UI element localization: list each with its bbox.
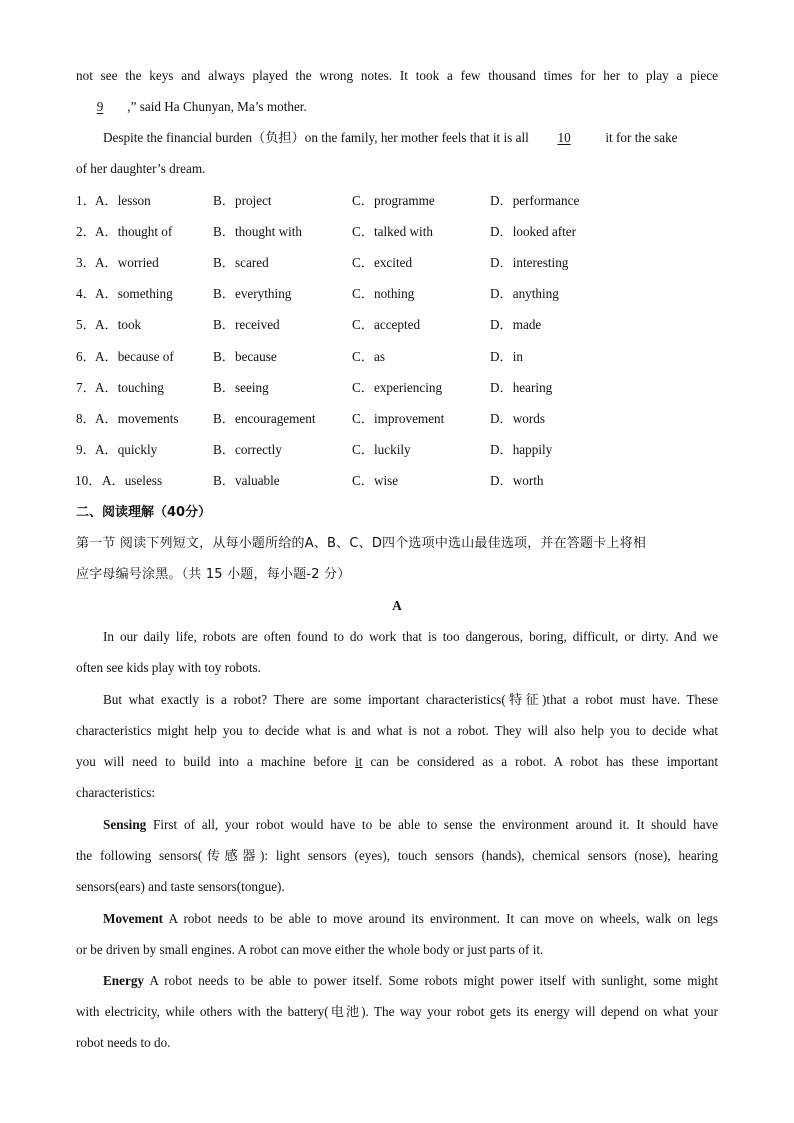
option-a: A．quickly (95, 442, 158, 457)
question-number: 8． (76, 411, 96, 426)
option-d: D．interesting (490, 255, 569, 270)
question-options-row (76, 410, 718, 428)
underlined-word: it (355, 754, 363, 769)
passage-line: often see kids play with toy robots. (76, 660, 261, 675)
passage-line: characteristics might help you to decide what is and what is not a robot. They will also help you to decide what (76, 723, 718, 738)
passage-line (76, 816, 718, 834)
option-b: B．valuable (213, 473, 280, 488)
passage-text: First of all, your robot would have to be able to sense the environment around it. It should have (153, 817, 719, 832)
option-d: D．happily (490, 442, 553, 457)
passage-line: of her daughter’s dream. (76, 161, 206, 176)
option-b: B．everything (213, 286, 292, 301)
passage-text: Despite the financial burden（负担）on the family, her mother feels that it is all (103, 130, 529, 145)
passage-line (76, 972, 718, 990)
option-b: B．correctly (213, 442, 282, 457)
option-b: B．encouragement (213, 411, 316, 426)
passage-line: with electricity, while others with the battery(电池). The way your robot gets its energy will depend on what your (76, 1004, 718, 1019)
question-options-row (76, 192, 718, 210)
option-b: B．scared (213, 255, 269, 270)
option-b: B．because (213, 349, 277, 364)
option-d: D．worth (490, 473, 544, 488)
option-a: A．lesson (95, 193, 151, 208)
question-number: 9． (76, 442, 96, 457)
passage-line (76, 129, 718, 147)
option-d: D．words (490, 411, 545, 426)
subheading-movement: Movement (103, 911, 164, 926)
question-options-row (76, 379, 718, 397)
passage-line: the following sensors(传感器): light sensors (eyes), touch sensors (hands), chemical sensors (nose), hearing (76, 848, 718, 863)
question-number: 3． (76, 255, 96, 270)
section-instructions: 应字母编号涂黑。（共 15 小题，每小题-2 分） (76, 567, 351, 582)
passage-line (76, 910, 718, 928)
subheading-sensing: Sensing (103, 817, 147, 832)
passage-line: sensors(ears) and taste sensors(tongue). (76, 879, 285, 894)
option-a: A．touching (95, 380, 164, 395)
question-number: 7． (76, 380, 96, 395)
passage-text: ,” said Ha Chunyan, Ma’s mother. (127, 99, 307, 114)
option-c: C．improvement (352, 411, 445, 426)
passage-line: or be driven by small engines. A robot can move either the whole body or just parts of it. (76, 942, 544, 957)
question-options-row (76, 348, 718, 366)
option-c: C．excited (352, 255, 413, 270)
option-b: B．thought with (213, 224, 303, 239)
question-options-row (76, 441, 718, 459)
question-options-row (76, 223, 718, 241)
passage-line: But what exactly is a robot? There are some important characteristics(特征)that a robot must have. These (103, 692, 718, 707)
passage-line: In our daily life, robots are often found to do work that is too dangerous, boring, difficult, or dirty. And we (103, 629, 718, 644)
passage-line (76, 98, 718, 116)
option-b: B．project (213, 193, 272, 208)
option-c: C．luckily (352, 442, 411, 457)
option-d: D．in (490, 349, 523, 364)
question-number: 10． (75, 473, 102, 488)
passage-label: A (392, 598, 402, 613)
option-c: C．talked with (352, 224, 433, 239)
subheading-energy: Energy (103, 973, 145, 988)
option-d: D．hearing (490, 380, 553, 395)
option-c: C．as (352, 349, 385, 364)
question-options-row (76, 285, 718, 303)
option-a: A．worried (95, 255, 159, 270)
option-a: A．useless (102, 473, 163, 488)
question-number: 5． (76, 317, 96, 332)
question-number: 6． (76, 349, 96, 364)
section-heading: 二、阅读理解（40分） (76, 505, 212, 520)
passage-line: characteristics: (76, 785, 156, 800)
answer-blank-9: 9 (96, 99, 104, 114)
passage-line: not see the keys and always played the wrong notes. It took a few thousand times for her to play a piece (76, 68, 718, 83)
passage-text: A robot needs to be able to move around its environment. It can move on wheels, walk on legs (168, 911, 718, 926)
answer-blank-10: 10 (557, 130, 571, 145)
passage-text: A robot needs to be able to power itself. Some robots might power itself with sunlight, some might (149, 973, 718, 988)
passage-line: robot needs to do. (76, 1035, 171, 1050)
option-a: A．something (95, 286, 173, 301)
option-c: C．accepted (352, 317, 421, 332)
question-options-row (76, 316, 718, 334)
option-a: A．thought of (95, 224, 173, 239)
question-options-row (76, 472, 718, 490)
option-a: A．took (95, 317, 142, 332)
section-instructions: 第一节 阅读下列短文，从每小题所给的A、B、C、D四个选项中选山最佳选项，并在答题卡上将相 (76, 536, 647, 551)
question-options-row (76, 254, 718, 272)
question-number: 2． (76, 224, 96, 239)
option-b: B．received (213, 317, 280, 332)
passage-text: can be considered as a robot. A robot has these important (370, 754, 718, 769)
option-a: A．movements (95, 411, 179, 426)
option-c: C．experiencing (352, 380, 443, 395)
question-number: 4． (76, 286, 96, 301)
passage-line (76, 753, 718, 771)
option-d: D．performance (490, 193, 580, 208)
option-d: D．made (490, 317, 542, 332)
option-d: D．anything (490, 286, 559, 301)
option-c: C．programme (352, 193, 435, 208)
option-c: C．wise (352, 473, 399, 488)
option-d: D．looked after (490, 224, 577, 239)
option-a: A．because of (95, 349, 174, 364)
passage-text: you will need to build into a machine before (76, 754, 348, 769)
option-c: C．nothing (352, 286, 415, 301)
option-b: B．seeing (213, 380, 269, 395)
question-number: 1． (76, 193, 96, 208)
passage-text: it for the sake (605, 130, 678, 145)
